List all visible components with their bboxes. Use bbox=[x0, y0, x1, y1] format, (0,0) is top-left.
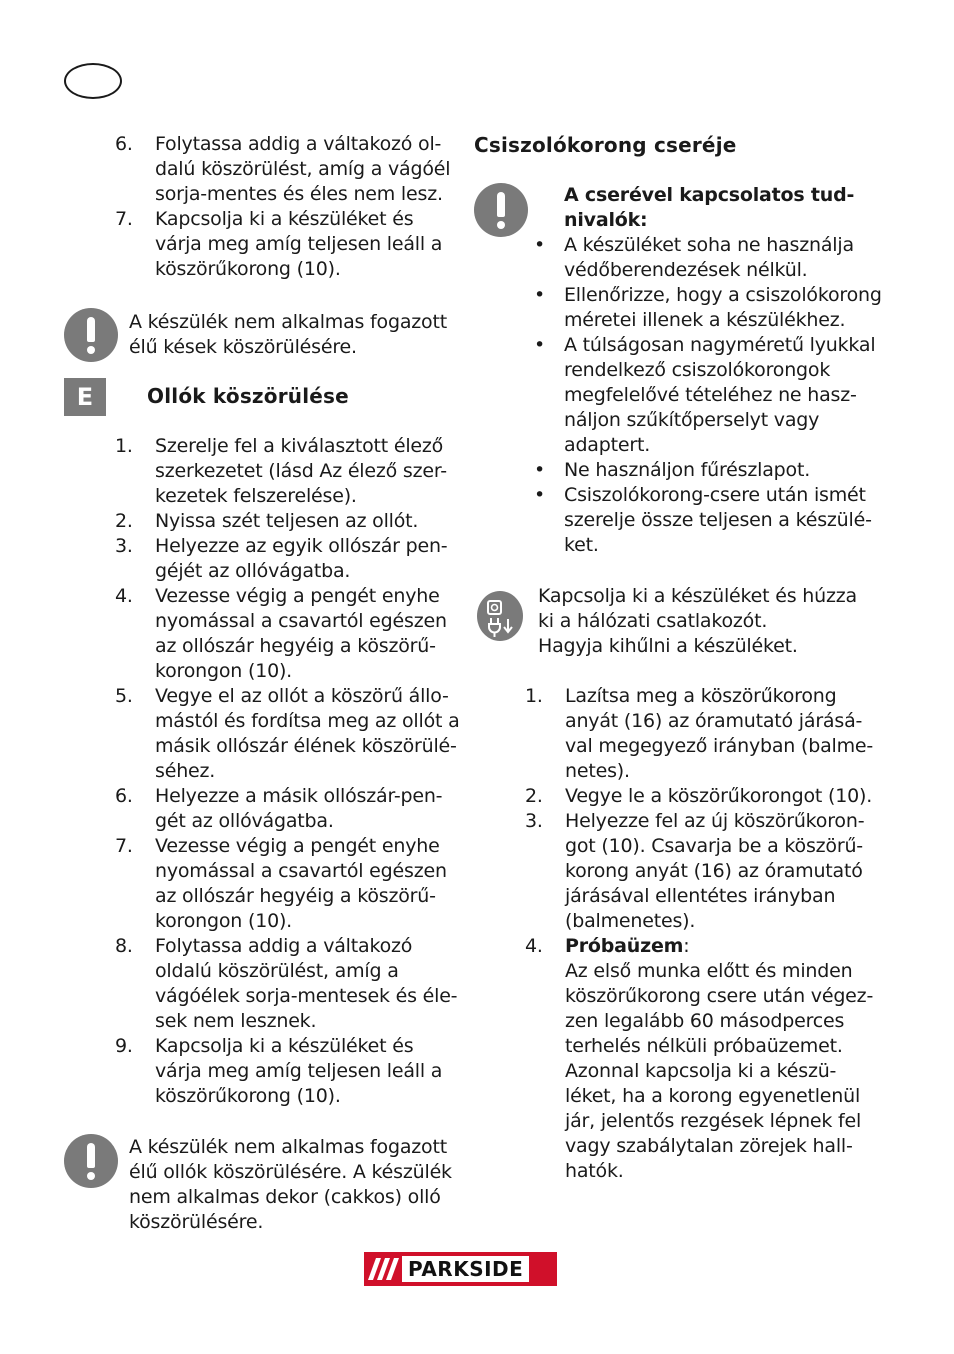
scissors-list-container bbox=[115, 434, 460, 1109]
change-list-container bbox=[525, 684, 874, 1184]
list-item bbox=[115, 434, 455, 509]
text-line: Nyissa szét teljesen az ollót. bbox=[155, 510, 419, 532]
text-line: kezetek felszerelése). bbox=[155, 485, 357, 507]
text-line: Lazítsa meg a köszörűkorong bbox=[565, 685, 837, 707]
text-line: Hagyja kihűlni a készüléket. bbox=[538, 635, 798, 657]
item-number: 2. bbox=[115, 510, 133, 532]
text-line: nivalók: bbox=[564, 209, 648, 231]
text-line: megfelelővé tételéhez ne hasz- bbox=[564, 384, 857, 406]
text-line: léket, ha a korong egyenetlenül bbox=[565, 1085, 861, 1107]
left-top-list-container bbox=[115, 132, 455, 282]
text-line: adaptert. bbox=[564, 434, 651, 456]
text-line: köszörűkorong (10). bbox=[155, 1085, 341, 1107]
item-number: 2. bbox=[525, 785, 543, 807]
text-line: Az első munka előtt és minden bbox=[565, 960, 853, 982]
text-line: Ellenőrizze, hogy a csiszolókorong bbox=[564, 284, 882, 306]
change-list bbox=[525, 684, 874, 934]
text-line: ki a hálózati csatlakozót. bbox=[538, 610, 768, 632]
text-line: sek nem lesznek. bbox=[155, 1010, 317, 1032]
bullet-item bbox=[526, 483, 871, 558]
list-item bbox=[525, 784, 873, 809]
item-number: 6. bbox=[115, 785, 133, 807]
text-line: Kapcsolja ki a készüléket és húzza bbox=[538, 585, 857, 607]
item-number: 4. bbox=[115, 585, 133, 607]
text-line: korong anyát (16) az óramutató bbox=[565, 860, 863, 882]
text-line: vagy szabálytalan zörejek hall- bbox=[565, 1135, 853, 1157]
text-line: anyát (16) az óramutató járásá- bbox=[565, 710, 863, 732]
item-number: 8. bbox=[115, 935, 133, 957]
warning-icon bbox=[474, 183, 528, 237]
list-item bbox=[115, 534, 455, 584]
item-number: 4. bbox=[525, 935, 543, 957]
text-line: A készüléket soha ne használja bbox=[564, 234, 854, 256]
text-line: Vezesse végig a pengét enyhe bbox=[155, 835, 440, 857]
item-number: 7. bbox=[115, 835, 133, 857]
list-item bbox=[525, 684, 874, 784]
item-number: 9. bbox=[115, 1035, 133, 1057]
text-line: az ollószár hegyéig a köszörű- bbox=[155, 885, 436, 907]
unplug-note bbox=[538, 584, 857, 659]
text-line: A készülék nem alkalmas fogazott bbox=[129, 1136, 447, 1158]
bullet-item bbox=[526, 458, 871, 483]
text-line: köszörűkorong (10). bbox=[155, 258, 341, 280]
list-item bbox=[115, 132, 455, 207]
text-line: nyomással a csavartól egészen bbox=[155, 860, 447, 882]
text-line: géjét az ollóvágatba. bbox=[155, 560, 351, 582]
text-line: jár, jelentős rezgések lépnek fel bbox=[565, 1110, 862, 1132]
notice-bullets-container bbox=[526, 233, 882, 558]
text-line: Kapcsolja ki a készüléket és bbox=[155, 1035, 414, 1057]
item-number: 3. bbox=[115, 535, 133, 557]
text-line: Folytassa addig a váltakozó ol- bbox=[155, 133, 442, 155]
text-line: járásával ellentétes irányban bbox=[565, 885, 836, 907]
text-line: Helyezze fel az új köszörűkoron- bbox=[565, 810, 865, 832]
text-line: méretei illenek a készülékhez. bbox=[564, 309, 846, 331]
text-line: nyomással a csavartól egészen bbox=[155, 610, 447, 632]
list-item bbox=[115, 509, 455, 534]
text-line: Vezesse végig a pengét enyhe bbox=[155, 585, 440, 607]
list-item bbox=[115, 207, 455, 282]
text-line: val megegyező irányban (balme- bbox=[565, 735, 874, 757]
text-line: mástól és fordítsa meg az ollót a bbox=[155, 710, 460, 732]
text-line: sorja-mentes és éles nem lesz. bbox=[155, 183, 443, 205]
parkside-logo bbox=[364, 1252, 557, 1286]
text-line: gét az ollóvágatba. bbox=[155, 810, 334, 832]
trial-text bbox=[565, 959, 874, 1184]
text-line: az ollószár hegyéig a köszörű- bbox=[155, 635, 436, 657]
bullet-dot: • bbox=[534, 234, 546, 256]
text-line: got (10). Csavarja be a köszörű- bbox=[565, 835, 863, 857]
bullet-dot: • bbox=[534, 459, 546, 481]
text-line: Helyezze az egyik ollószár pen- bbox=[155, 535, 448, 557]
text-line: A túlságosan nagyméretű lyukkal bbox=[564, 334, 876, 356]
scissors-list bbox=[115, 434, 460, 1109]
list-item bbox=[115, 684, 460, 784]
text-line: szerkezetet (lásd Az élező szer- bbox=[155, 460, 447, 482]
text-line: terhelés nélküli próbaüzemet. bbox=[565, 1035, 843, 1057]
text-line: Ne használjon fűrészlapot. bbox=[564, 459, 811, 481]
text-line: korongon (10). bbox=[155, 660, 293, 682]
item-number: 1. bbox=[115, 435, 133, 457]
text-line: A készülék nem alkalmas fogazott bbox=[129, 311, 447, 333]
bullet-item bbox=[526, 283, 882, 333]
list-item bbox=[115, 584, 455, 684]
warning-icon bbox=[64, 308, 118, 362]
text-line: várja meg amíg teljesen leáll a bbox=[155, 233, 443, 255]
section-heading: Ollók köszörülése bbox=[147, 384, 349, 408]
text-line: korongon (10). bbox=[155, 910, 293, 932]
list-item bbox=[525, 809, 870, 934]
bullet-dot: • bbox=[534, 484, 546, 506]
warning-icon bbox=[64, 1134, 118, 1188]
list-item bbox=[115, 784, 455, 834]
text-line: nem alkalmas dekor (cakkos) olló bbox=[129, 1186, 441, 1208]
trial-label: Próbaüzem bbox=[565, 935, 684, 957]
item-number: 5. bbox=[115, 685, 133, 707]
bullet-item bbox=[526, 333, 876, 458]
text-line: vágóélek sorja-mentesek és éle- bbox=[155, 985, 458, 1007]
text-line: A cserével kapcsolatos tud- bbox=[564, 184, 855, 206]
text-line: élű kések köszörülésére. bbox=[129, 336, 357, 358]
text-line: Helyezze a másik ollószár-pen- bbox=[155, 785, 443, 807]
left-top-list bbox=[115, 132, 455, 282]
text-line: Azonnal kapcsolja ki a készü- bbox=[565, 1060, 837, 1082]
unplug-icon bbox=[477, 591, 523, 641]
item-number: 6. bbox=[115, 133, 133, 155]
list-item bbox=[115, 1034, 455, 1109]
text-line: Csiszolókorong-csere után ismét bbox=[564, 484, 866, 506]
text-line: (balmenetes). bbox=[565, 910, 696, 932]
notice-title bbox=[564, 183, 854, 233]
text-line: dalú köszörülést, amíg a vágóél bbox=[155, 158, 451, 180]
text-line: náljon szűkítőperselyt vagy bbox=[564, 409, 820, 431]
text-line: szerelje össze teljesen a készülé- bbox=[564, 509, 872, 531]
note-fogazott-kesek bbox=[129, 310, 447, 360]
text-line: oldalú köszörülést, amíg a bbox=[155, 960, 399, 982]
list-item bbox=[525, 934, 874, 1184]
trial-item-list bbox=[525, 934, 874, 1184]
note-fogazott-ollok bbox=[129, 1135, 452, 1235]
text-line: zen legalább 60 másodperces bbox=[565, 1010, 845, 1032]
trial-colon: : bbox=[683, 935, 690, 957]
text-line: séhez. bbox=[155, 760, 216, 782]
logo-stripes bbox=[364, 1252, 400, 1286]
item-number: 7. bbox=[115, 208, 133, 230]
language-badge bbox=[64, 63, 122, 99]
bullet-dot: • bbox=[534, 334, 546, 356]
list-item bbox=[115, 834, 455, 934]
text-line: Vegye el az ollót a köszörű állo- bbox=[155, 685, 449, 707]
text-line: Folytassa addig a váltakozó bbox=[155, 935, 413, 957]
section-badge: E bbox=[64, 378, 106, 416]
text-line: hatók. bbox=[565, 1160, 624, 1182]
text-line: köszörülésére. bbox=[129, 1211, 264, 1233]
text-line: Szerelje fel a kiválasztott élező bbox=[155, 435, 444, 457]
notice-bullets bbox=[526, 233, 882, 558]
item-number: 1. bbox=[525, 685, 543, 707]
text-line: ket. bbox=[564, 534, 599, 556]
text-line: Vegye le a köszörűkorongot (10). bbox=[565, 785, 873, 807]
logo-text: PARKSIDE bbox=[402, 1256, 529, 1282]
bullet-dot: • bbox=[534, 284, 546, 306]
trial-heading bbox=[565, 934, 870, 959]
text-line: várja meg amíg teljesen leáll a bbox=[155, 1060, 443, 1082]
text-line: rendelkező csiszolókorongok bbox=[564, 359, 831, 381]
text-line: köszörűkorong csere után végez- bbox=[565, 985, 874, 1007]
bullet-item bbox=[526, 233, 871, 283]
text-line: védőberendezések nélkül. bbox=[564, 259, 808, 281]
text-line: Kapcsolja ki a készüléket és bbox=[155, 208, 414, 230]
text-line: másik ollószár élének köszörülé- bbox=[155, 735, 457, 757]
right-heading: Csiszolókorong cseréje bbox=[474, 133, 737, 157]
item-number: 3. bbox=[525, 810, 543, 832]
text-line: élű ollók köszörülésére. A készülék bbox=[129, 1161, 452, 1183]
list-item bbox=[115, 934, 458, 1034]
text-line: netes). bbox=[565, 760, 630, 782]
